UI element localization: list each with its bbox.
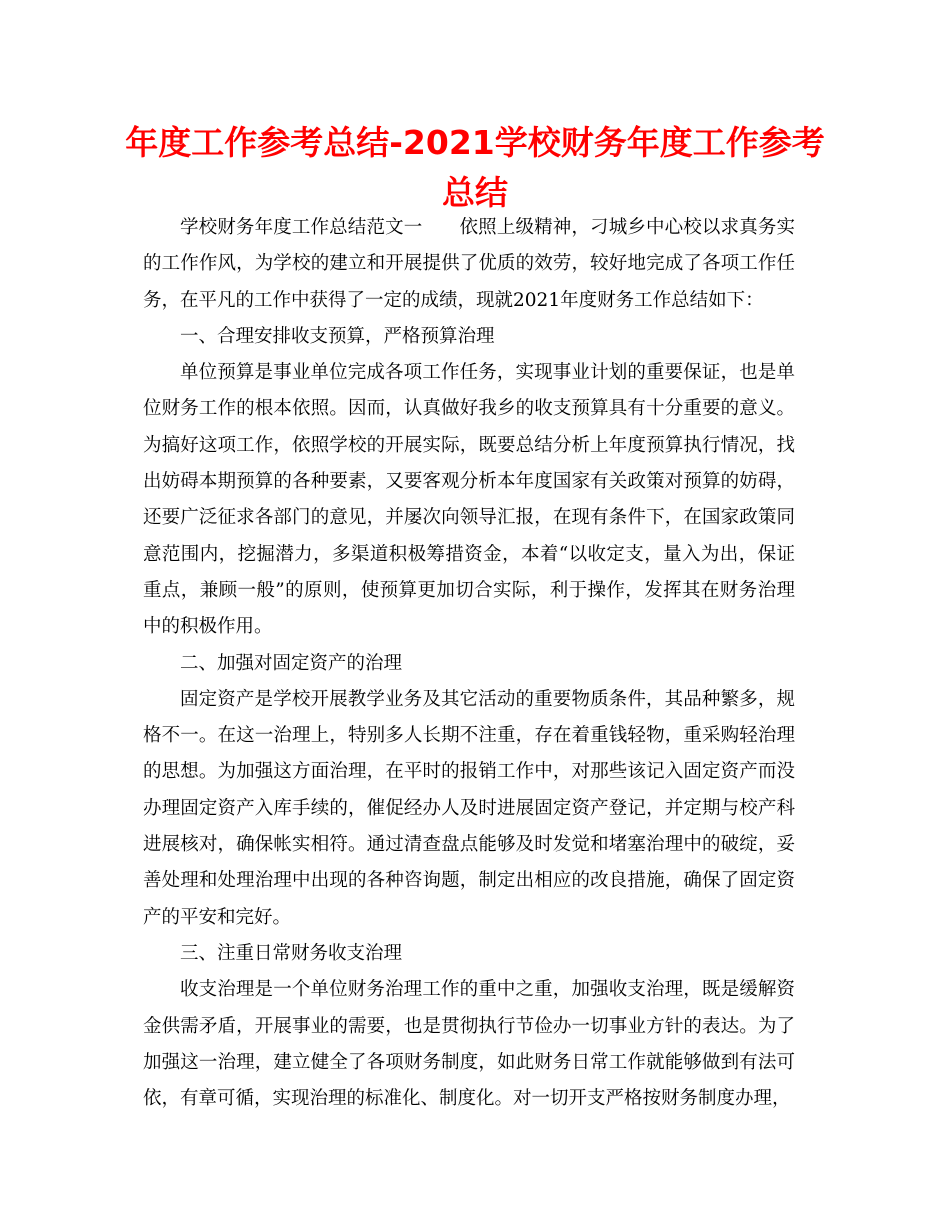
- section-heading: 三、注重日常财务收支治理: [180, 942, 403, 964]
- section-paragraph: 固定资产是学校开展教学业务及其它活动的重要物质条件，其品种繁多，规格不一。在这一治理上，特别多人长期不注重，存在着重钱轻物，重采购轻治理的思想。为加强这方面治理，在平时的报销工作中，对那些该记入固定资产而没办理固定资产入库手续的，催促经办人及时进展固定资产登记，并定期与校产科进展核对，确保帐实相符。通过清查盘点能够及时发觉和堵塞治理中的破绽，妥善处理和处理治理中出现的各种咨询题，制定出相应的改良措施，确保了固定资产的平安和完好。: [143, 688, 795, 928]
- section-paragraph: 单位预算是事业单位完成各项工作任务，实现事业计划的重要保证，也是单位财务工作的根本依照。因而，认真做好我乡的收支预算具有十分重要的意义。为搞好这项工作，依照学校的开展实际，既要总结分析上年度预算执行情况，找出妨碍本期预算的各种要素，又要客观分析本年度国家有关政策对预算的妨碍，还要广泛征求各部门的意见，并屡次向领导汇报，在现有条件下，在国家政策同意范围内，挖掘潜力，多渠道积极筹措资金，本着“以收定支，量入为出，保证重点，兼顾一般”的原则，使预算更加切合实际，利于操作，发挥其在财务治理中的积极作用。: [143, 362, 795, 638]
- document-title: 年度工作参考总结-2021学校财务年度工作参考总结: [125, 123, 825, 212]
- intro-paragraph: [143, 210, 795, 319]
- intro-label: 学校财务年度工作总结范文一: [180, 217, 423, 238]
- intro-text: 依照上级精神，刁城乡中心校以求真务实的工作作风，为学校的建立和开展提供了优质的效劳，较好地完成了各项工作任务，在平凡的工作中获得了一定的成绩，现就2021年度财务工作总结如下：: [143, 217, 795, 311]
- section-paragraph: 收支治理是一个单位财务治理工作的重中之重，加强收支治理，既是缓解资金供需矛盾，开展事业的需要，也是贯彻执行节俭办一切事业方针的表达。为了加强这一治理，建立健全了各项财务制度，如此财务日常工作就能够做到有法可依，有章可循，实现治理的标准化、制度化。对一切开支严格按财务制度办理，: [143, 979, 795, 1110]
- section-heading: 一、合理安排收支预算，严格预算治理: [180, 325, 495, 347]
- document-body: [143, 210, 795, 1117]
- section-heading: 二、加强对固定资产的治理: [180, 652, 403, 674]
